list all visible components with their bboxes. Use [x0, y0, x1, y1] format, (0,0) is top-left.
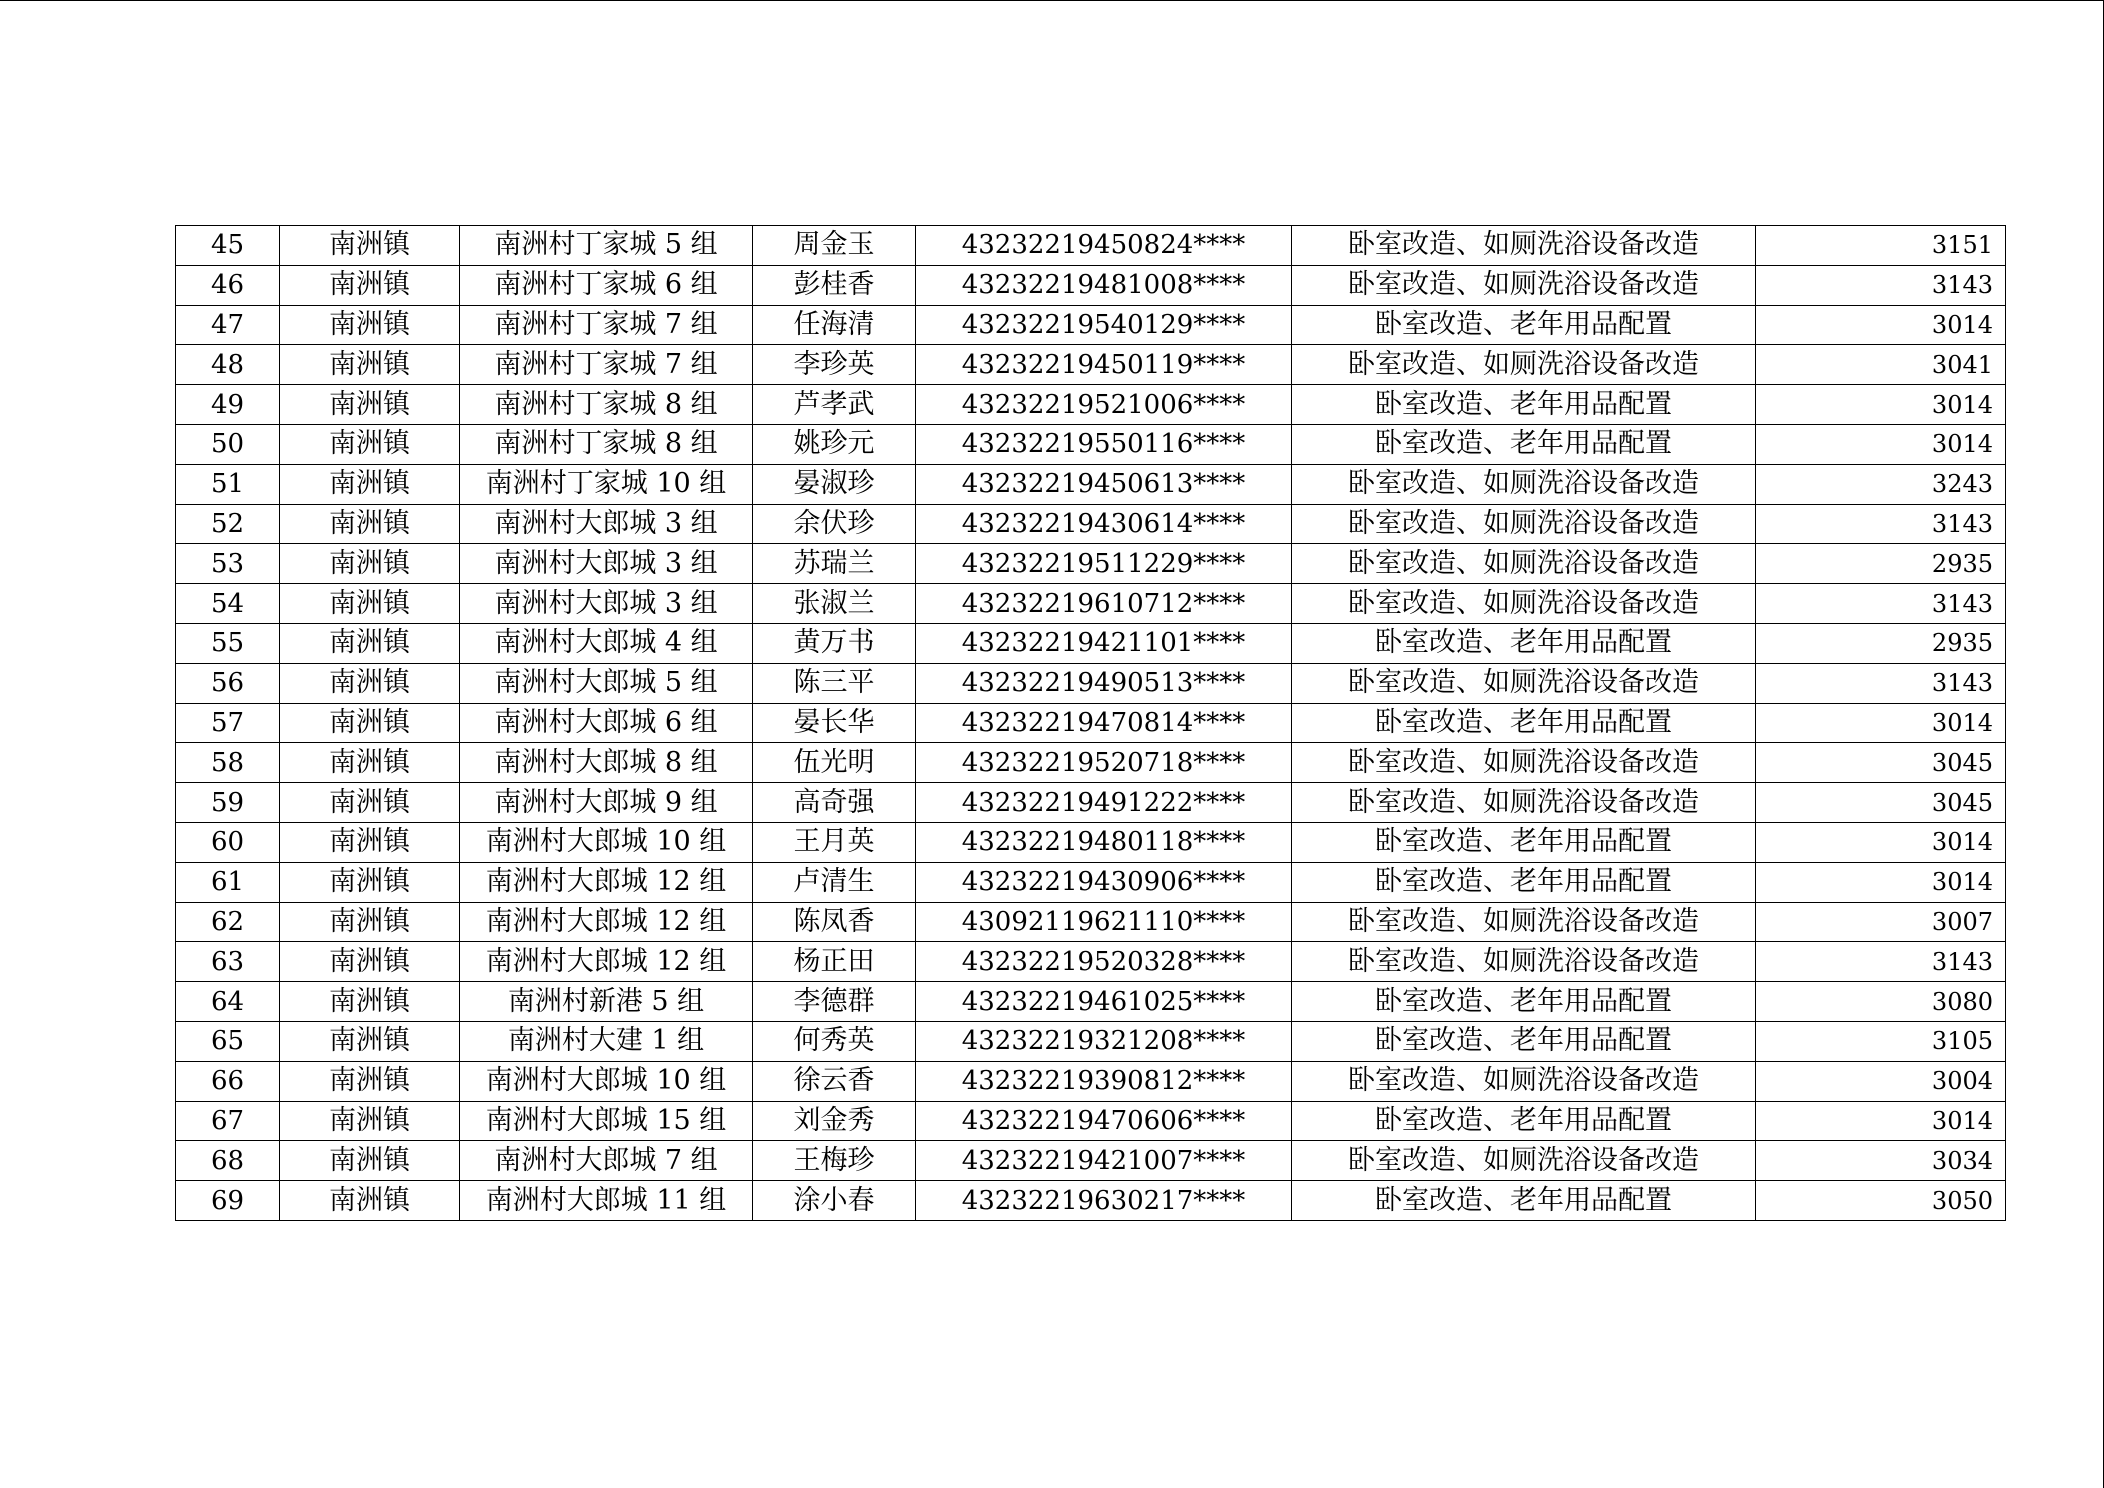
cell-name: 何秀英: [753, 1021, 916, 1061]
cell-village: 南洲村大郎城 12 组: [460, 902, 753, 942]
cell-project: 卧室改造、如厕洗浴设备改造: [1292, 902, 1756, 942]
cell-project: 卧室改造、老年用品配置: [1292, 822, 1756, 862]
cell-number: 54: [176, 584, 280, 624]
cell-village: 南洲村大郎城 5 组: [460, 663, 753, 703]
cell-town: 南洲镇: [280, 783, 460, 823]
cell-village: 南洲村大建 1 组: [460, 1021, 753, 1061]
cell-village: 南洲村丁家城 10 组: [460, 464, 753, 504]
cell-amount: 3014: [1756, 1101, 2006, 1141]
table-row: [176, 385, 2006, 425]
cell-amount: 3050: [1756, 1181, 2006, 1221]
cell-project: 卧室改造、如厕洗浴设备改造: [1292, 226, 1756, 266]
table-row: [176, 584, 2006, 624]
table-row: [176, 942, 2006, 982]
cell-id-number: 43232219491222****: [916, 783, 1292, 823]
cell-village: 南洲村大郎城 15 组: [460, 1101, 753, 1141]
cell-town: 南洲镇: [280, 424, 460, 464]
cell-project: 卧室改造、老年用品配置: [1292, 862, 1756, 902]
cell-project: 卧室改造、如厕洗浴设备改造: [1292, 743, 1756, 783]
cell-amount: 3014: [1756, 424, 2006, 464]
cell-village: 南洲村大郎城 8 组: [460, 743, 753, 783]
cell-id-number: 43232219481008****: [916, 265, 1292, 305]
cell-amount: 3143: [1756, 584, 2006, 624]
cell-id-number: 43232219450119****: [916, 345, 1292, 385]
cell-id-number: 43232219421007****: [916, 1141, 1292, 1181]
cell-town: 南洲镇: [280, 982, 460, 1022]
cell-number: 50: [176, 424, 280, 464]
table-row: [176, 902, 2006, 942]
cell-id-number: 43232219450824****: [916, 226, 1292, 266]
beneficiary-table: [175, 225, 2006, 1221]
cell-name: 彭桂香: [753, 265, 916, 305]
cell-village: 南洲村大郎城 3 组: [460, 504, 753, 544]
cell-number: 53: [176, 544, 280, 584]
cell-project: 卧室改造、如厕洗浴设备改造: [1292, 584, 1756, 624]
cell-number: 46: [176, 265, 280, 305]
cell-village: 南洲村丁家城 5 组: [460, 226, 753, 266]
cell-village: 南洲村大郎城 10 组: [460, 822, 753, 862]
cell-name: 陈三平: [753, 663, 916, 703]
cell-amount: 3243: [1756, 464, 2006, 504]
cell-amount: 3143: [1756, 265, 2006, 305]
table-row: [176, 862, 2006, 902]
cell-number: 64: [176, 982, 280, 1022]
cell-name: 王梅珍: [753, 1141, 916, 1181]
cell-village: 南洲村大郎城 9 组: [460, 783, 753, 823]
cell-number: 63: [176, 942, 280, 982]
table-row: [176, 504, 2006, 544]
cell-number: 45: [176, 226, 280, 266]
table-row: [176, 783, 2006, 823]
cell-village: 南洲村大郎城 3 组: [460, 584, 753, 624]
cell-village: 南洲村丁家城 7 组: [460, 305, 753, 345]
cell-number: 67: [176, 1101, 280, 1141]
cell-village: 南洲村丁家城 7 组: [460, 345, 753, 385]
cell-amount: 3007: [1756, 902, 2006, 942]
cell-town: 南洲镇: [280, 1181, 460, 1221]
cell-town: 南洲镇: [280, 743, 460, 783]
cell-amount: 3034: [1756, 1141, 2006, 1181]
cell-village: 南洲村大郎城 4 组: [460, 623, 753, 663]
cell-name: 芦孝武: [753, 385, 916, 425]
table-row: [176, 1061, 2006, 1101]
cell-town: 南洲镇: [280, 703, 460, 743]
table-row: [176, 1101, 2006, 1141]
cell-id-number: 43232219480118****: [916, 822, 1292, 862]
cell-number: 48: [176, 345, 280, 385]
table-row: [176, 305, 2006, 345]
cell-town: 南洲镇: [280, 623, 460, 663]
cell-town: 南洲镇: [280, 544, 460, 584]
cell-id-number: 43232219511229****: [916, 544, 1292, 584]
cell-id-number: 43232219550116****: [916, 424, 1292, 464]
cell-project: 卧室改造、老年用品配置: [1292, 305, 1756, 345]
cell-village: 南洲村大郎城 12 组: [460, 942, 753, 982]
cell-town: 南洲镇: [280, 862, 460, 902]
cell-number: 59: [176, 783, 280, 823]
cell-town: 南洲镇: [280, 464, 460, 504]
cell-id-number: 43232219610712****: [916, 584, 1292, 624]
cell-town: 南洲镇: [280, 385, 460, 425]
cell-name: 王月英: [753, 822, 916, 862]
cell-name: 高奇强: [753, 783, 916, 823]
cell-number: 49: [176, 385, 280, 425]
cell-amount: 3151: [1756, 226, 2006, 266]
cell-id-number: 43092119621110****: [916, 902, 1292, 942]
cell-name: 杨正田: [753, 942, 916, 982]
table-row: [176, 743, 2006, 783]
cell-amount: 2935: [1756, 623, 2006, 663]
table-row: [176, 982, 2006, 1022]
cell-name: 李德群: [753, 982, 916, 1022]
cell-town: 南洲镇: [280, 1021, 460, 1061]
cell-town: 南洲镇: [280, 822, 460, 862]
cell-id-number: 43232219630217****: [916, 1181, 1292, 1221]
cell-id-number: 43232219520718****: [916, 743, 1292, 783]
table-row: [176, 623, 2006, 663]
cell-amount: 3045: [1756, 783, 2006, 823]
cell-project: 卧室改造、老年用品配置: [1292, 623, 1756, 663]
cell-town: 南洲镇: [280, 584, 460, 624]
cell-number: 62: [176, 902, 280, 942]
cell-id-number: 43232219321208****: [916, 1021, 1292, 1061]
cell-village: 南洲村大郎城 12 组: [460, 862, 753, 902]
cell-number: 57: [176, 703, 280, 743]
cell-id-number: 43232219421101****: [916, 623, 1292, 663]
table-row: [176, 345, 2006, 385]
cell-name: 任海清: [753, 305, 916, 345]
cell-id-number: 43232219390812****: [916, 1061, 1292, 1101]
cell-project: 卧室改造、如厕洗浴设备改造: [1292, 942, 1756, 982]
cell-id-number: 43232219470814****: [916, 703, 1292, 743]
cell-village: 南洲村丁家城 8 组: [460, 424, 753, 464]
cell-town: 南洲镇: [280, 265, 460, 305]
cell-project: 卧室改造、老年用品配置: [1292, 385, 1756, 425]
cell-id-number: 43232219540129****: [916, 305, 1292, 345]
cell-amount: 3014: [1756, 703, 2006, 743]
cell-amount: 3014: [1756, 862, 2006, 902]
cell-number: 55: [176, 623, 280, 663]
cell-number: 61: [176, 862, 280, 902]
cell-town: 南洲镇: [280, 226, 460, 266]
cell-number: 60: [176, 822, 280, 862]
cell-amount: 3045: [1756, 743, 2006, 783]
cell-project: 卧室改造、如厕洗浴设备改造: [1292, 504, 1756, 544]
cell-id-number: 43232219521006****: [916, 385, 1292, 425]
cell-name: 余伏珍: [753, 504, 916, 544]
cell-town: 南洲镇: [280, 504, 460, 544]
cell-amount: 3080: [1756, 982, 2006, 1022]
cell-id-number: 43232219470606****: [916, 1101, 1292, 1141]
cell-name: 刘金秀: [753, 1101, 916, 1141]
cell-name: 卢清生: [753, 862, 916, 902]
cell-amount: 3014: [1756, 822, 2006, 862]
cell-amount: 3014: [1756, 385, 2006, 425]
table-row: [176, 703, 2006, 743]
cell-amount: 3143: [1756, 504, 2006, 544]
cell-name: 黄万书: [753, 623, 916, 663]
cell-number: 52: [176, 504, 280, 544]
cell-project: 卧室改造、老年用品配置: [1292, 982, 1756, 1022]
cell-village: 南洲村丁家城 8 组: [460, 385, 753, 425]
cell-project: 卧室改造、如厕洗浴设备改造: [1292, 345, 1756, 385]
cell-amount: 3014: [1756, 305, 2006, 345]
cell-project: 卧室改造、如厕洗浴设备改造: [1292, 783, 1756, 823]
cell-name: 涂小春: [753, 1181, 916, 1221]
cell-project: 卧室改造、老年用品配置: [1292, 1021, 1756, 1061]
cell-town: 南洲镇: [280, 1061, 460, 1101]
table-row: [176, 464, 2006, 504]
cell-number: 68: [176, 1141, 280, 1181]
table-row: [176, 822, 2006, 862]
cell-number: 56: [176, 663, 280, 703]
cell-name: 晏长华: [753, 703, 916, 743]
cell-project: 卧室改造、老年用品配置: [1292, 1181, 1756, 1221]
cell-number: 58: [176, 743, 280, 783]
cell-name: 晏淑珍: [753, 464, 916, 504]
cell-name: 苏瑞兰: [753, 544, 916, 584]
cell-village: 南洲村大郎城 6 组: [460, 703, 753, 743]
cell-village: 南洲村大郎城 10 组: [460, 1061, 753, 1101]
cell-name: 姚珍元: [753, 424, 916, 464]
cell-id-number: 43232219461025****: [916, 982, 1292, 1022]
cell-town: 南洲镇: [280, 1101, 460, 1141]
cell-town: 南洲镇: [280, 1141, 460, 1181]
cell-project: 卧室改造、如厕洗浴设备改造: [1292, 663, 1756, 703]
cell-amount: 3143: [1756, 663, 2006, 703]
cell-name: 陈凤香: [753, 902, 916, 942]
cell-town: 南洲镇: [280, 942, 460, 982]
cell-name: 徐云香: [753, 1061, 916, 1101]
cell-project: 卧室改造、老年用品配置: [1292, 703, 1756, 743]
table-row: [176, 1181, 2006, 1221]
table-row: [176, 226, 2006, 266]
page-border-top: [0, 0, 2104, 1]
table-row: [176, 544, 2006, 584]
cell-project: 卧室改造、老年用品配置: [1292, 1101, 1756, 1141]
cell-town: 南洲镇: [280, 345, 460, 385]
cell-number: 69: [176, 1181, 280, 1221]
cell-number: 47: [176, 305, 280, 345]
cell-project: 卧室改造、如厕洗浴设备改造: [1292, 1141, 1756, 1181]
cell-project: 卧室改造、老年用品配置: [1292, 424, 1756, 464]
cell-village: 南洲村丁家城 6 组: [460, 265, 753, 305]
cell-village: 南洲村新港 5 组: [460, 982, 753, 1022]
table-row: [176, 265, 2006, 305]
cell-name: 张淑兰: [753, 584, 916, 624]
table-body: [176, 226, 2006, 1221]
cell-project: 卧室改造、如厕洗浴设备改造: [1292, 544, 1756, 584]
cell-project: 卧室改造、如厕洗浴设备改造: [1292, 464, 1756, 504]
cell-village: 南洲村大郎城 11 组: [460, 1181, 753, 1221]
cell-village: 南洲村大郎城 3 组: [460, 544, 753, 584]
cell-project: 卧室改造、如厕洗浴设备改造: [1292, 1061, 1756, 1101]
table-row: [176, 424, 2006, 464]
cell-project: 卧室改造、如厕洗浴设备改造: [1292, 265, 1756, 305]
cell-id-number: 43232219490513****: [916, 663, 1292, 703]
cell-town: 南洲镇: [280, 305, 460, 345]
cell-village: 南洲村大郎城 7 组: [460, 1141, 753, 1181]
cell-number: 65: [176, 1021, 280, 1061]
cell-name: 李珍英: [753, 345, 916, 385]
table-row: [176, 1021, 2006, 1061]
table-row: [176, 663, 2006, 703]
cell-town: 南洲镇: [280, 902, 460, 942]
cell-id-number: 43232219430906****: [916, 862, 1292, 902]
cell-amount: 2935: [1756, 544, 2006, 584]
cell-id-number: 43232219520328****: [916, 942, 1292, 982]
cell-name: 周金玉: [753, 226, 916, 266]
cell-number: 66: [176, 1061, 280, 1101]
cell-id-number: 43232219430614****: [916, 504, 1292, 544]
cell-amount: 3004: [1756, 1061, 2006, 1101]
cell-amount: 3041: [1756, 345, 2006, 385]
cell-id-number: 43232219450613****: [916, 464, 1292, 504]
cell-town: 南洲镇: [280, 663, 460, 703]
cell-number: 51: [176, 464, 280, 504]
table-row: [176, 1141, 2006, 1181]
cell-name: 伍光明: [753, 743, 916, 783]
cell-amount: 3105: [1756, 1021, 2006, 1061]
cell-amount: 3143: [1756, 942, 2006, 982]
